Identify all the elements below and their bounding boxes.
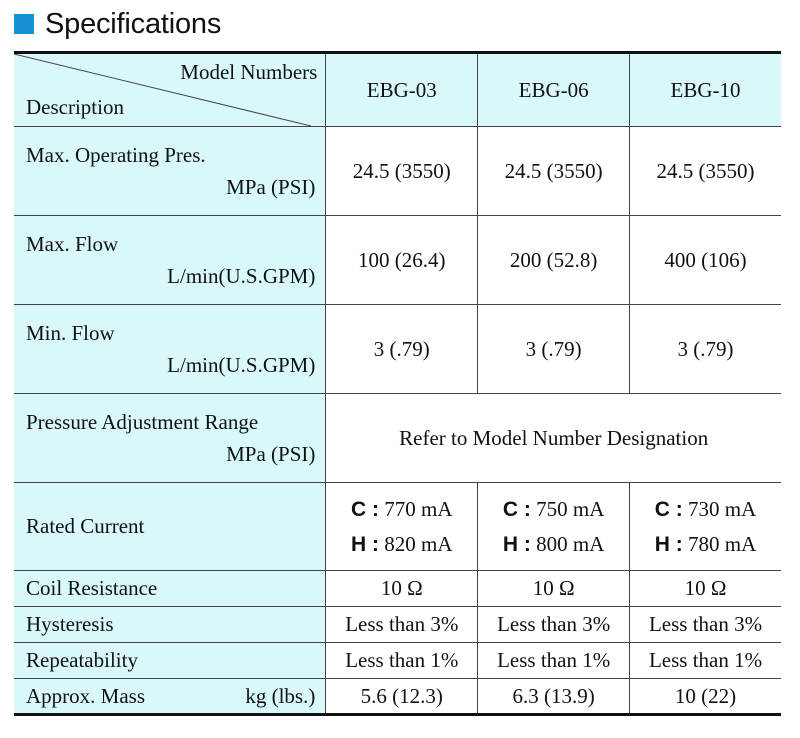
current-cell	[630, 483, 781, 571]
current-c-value: 750 mA	[536, 496, 605, 521]
value-cell: Less than 1%	[630, 643, 781, 679]
heading-square-icon	[14, 14, 34, 34]
row-label-cell	[14, 216, 326, 305]
value-cell: Less than 1%	[326, 643, 478, 679]
current-h-value: 780 mA	[688, 531, 757, 556]
row-label: Coil Resistance	[14, 571, 326, 607]
coil-c-key: C :	[351, 497, 380, 521]
value-cell: 10 Ω	[326, 571, 478, 607]
header-row	[14, 53, 781, 127]
row-label: Hysteresis	[14, 607, 326, 643]
row-unit: MPa (PSI)	[226, 441, 316, 466]
row-max-operating-pres	[14, 127, 781, 216]
value-cell: 3 (.79)	[478, 305, 630, 394]
row-approx-mass	[14, 679, 781, 715]
model-header: EBG-10	[630, 53, 781, 127]
value-cell: Less than 3%	[630, 607, 781, 643]
section-heading	[14, 2, 221, 46]
row-label: Rated Current	[14, 483, 326, 571]
current-h-value: 820 mA	[384, 531, 453, 556]
value-cell: 5.6 (12.3)	[326, 679, 478, 715]
coil-c-key: C :	[502, 497, 531, 521]
value-cell: Less than 3%	[326, 607, 478, 643]
row-label: Approx. Mass	[26, 683, 145, 708]
row-unit: L/min(U.S.GPM)	[167, 263, 316, 288]
value-cell: 10 Ω	[630, 571, 781, 607]
coil-h-key: H :	[351, 532, 380, 556]
row-label-cell	[14, 127, 326, 216]
current-c-value: 770 mA	[384, 496, 453, 521]
corner-description-label: Description	[26, 95, 124, 119]
current-cell	[478, 483, 630, 571]
row-unit: kg (lbs.)	[245, 683, 316, 708]
current-h-value: 800 mA	[536, 531, 605, 556]
row-rated-current	[14, 483, 781, 571]
row-unit: L/min(U.S.GPM)	[167, 352, 316, 377]
corner-model-numbers-label: Model Numbers	[180, 60, 318, 84]
row-label-cell	[14, 679, 326, 715]
value-cell: 100 (26.4)	[326, 216, 478, 305]
coil-c-key: C :	[654, 497, 683, 521]
row-label-cell	[14, 394, 326, 483]
current-cell	[326, 483, 478, 571]
heading-title: Specifications	[45, 7, 222, 40]
row-label: Repeatability	[14, 643, 326, 679]
merged-value-cell: Refer to Model Number Designation	[326, 394, 781, 483]
corner-cell	[14, 53, 326, 127]
row-label: Max. Operating Pres.	[26, 142, 206, 167]
row-repeatability	[14, 643, 781, 679]
value-cell: 24.5 (3550)	[630, 127, 781, 216]
row-label: Min. Flow	[26, 320, 115, 345]
value-cell: 6.3 (13.9)	[478, 679, 630, 715]
row-label: Pressure Adjustment Range	[26, 409, 259, 434]
row-min-flow	[14, 305, 781, 394]
value-cell: 24.5 (3550)	[326, 127, 478, 216]
current-c-value: 730 mA	[688, 496, 757, 521]
coil-h-key: H :	[502, 532, 531, 556]
model-header: EBG-03	[326, 53, 478, 127]
row-label-cell	[14, 305, 326, 394]
value-cell: 400 (106)	[630, 216, 781, 305]
row-coil-resistance	[14, 571, 781, 607]
value-cell: 10 (22)	[630, 679, 781, 715]
row-max-flow	[14, 216, 781, 305]
model-header: EBG-06	[478, 53, 630, 127]
value-cell: 3 (.79)	[326, 305, 478, 394]
row-label: Max. Flow	[26, 231, 119, 256]
value-cell: 10 Ω	[478, 571, 630, 607]
value-cell: 3 (.79)	[630, 305, 781, 394]
row-unit: MPa (PSI)	[226, 174, 316, 199]
value-cell: 200 (52.8)	[478, 216, 630, 305]
value-cell: Less than 1%	[478, 643, 630, 679]
specifications-table	[14, 51, 781, 716]
coil-h-key: H :	[654, 532, 683, 556]
row-pressure-adjustment-range	[14, 394, 781, 483]
row-hysteresis	[14, 607, 781, 643]
value-cell: Less than 3%	[478, 607, 630, 643]
value-cell: 24.5 (3550)	[478, 127, 630, 216]
